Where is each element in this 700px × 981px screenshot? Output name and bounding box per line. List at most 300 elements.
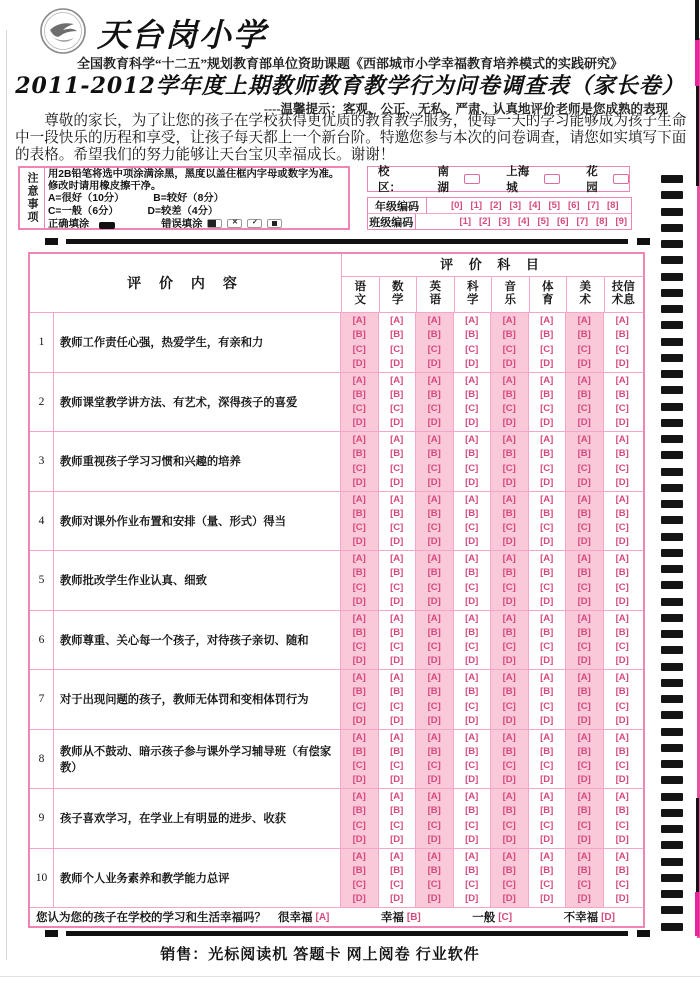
answer-bubble[interactable]: [A] (615, 791, 629, 802)
answer-bubble[interactable]: [B] (390, 448, 404, 460)
answer-bubble[interactable]: [A] (540, 434, 554, 445)
happiness-option-bubble[interactable]: [A] (315, 911, 330, 923)
answer-bubble[interactable]: [A] (427, 731, 441, 743)
answer-bubble[interactable]: [C] (540, 343, 554, 355)
answer-bubble[interactable]: [B] (615, 686, 629, 698)
answer-bubble[interactable]: [D] (465, 536, 479, 548)
answer-bubble[interactable]: [C] (390, 641, 404, 653)
answer-bubble[interactable]: [A] (390, 493, 404, 505)
answer-bubble[interactable]: [B] (465, 805, 479, 817)
answer-bubble[interactable]: [D] (390, 476, 404, 488)
answer-bubble[interactable]: [D] (427, 833, 441, 845)
answer-bubble[interactable]: [C] (427, 343, 441, 355)
answer-bubble[interactable]: [C] (390, 760, 404, 772)
answer-bubble[interactable]: [C] (615, 760, 629, 772)
answer-bubble[interactable]: [B] (427, 329, 441, 341)
answer-bubble[interactable]: [B] (540, 388, 554, 400)
answer-bubble[interactable]: [B] (390, 686, 404, 698)
answer-bubble[interactable]: [A] (615, 493, 629, 505)
answer-bubble[interactable]: [B] (390, 329, 404, 341)
answer-bubble[interactable]: [C] (427, 819, 441, 831)
answer-bubble[interactable]: [D] (540, 357, 554, 369)
answer-bubble[interactable]: [D] (390, 595, 404, 607)
answer-bubble[interactable]: [A] (427, 553, 441, 564)
answer-bubble[interactable]: [C] (352, 522, 366, 534)
answer-bubble[interactable]: [D] (427, 476, 441, 488)
answer-bubble[interactable]: [A] (540, 731, 554, 743)
answer-bubble[interactable]: [B] (540, 567, 554, 579)
answer-bubble[interactable]: [D] (502, 357, 516, 369)
answer-bubble[interactable]: [C] (502, 879, 516, 891)
answer-bubble[interactable]: [B] (352, 626, 366, 638)
answer-bubble[interactable]: [A] (465, 374, 479, 386)
answer-bubble[interactable]: [A] (352, 612, 366, 624)
answer-bubble[interactable]: [B] (540, 686, 554, 698)
code-bubble[interactable]: [9] (615, 216, 628, 227)
answer-bubble[interactable]: [B] (427, 448, 441, 460)
answer-bubble[interactable]: [C] (615, 581, 629, 593)
answer-bubble[interactable]: [B] (390, 745, 404, 757)
answer-bubble[interactable]: [B] (502, 388, 516, 400)
answer-bubble[interactable]: [D] (465, 774, 479, 786)
answer-bubble[interactable]: [B] (502, 864, 516, 876)
happiness-option-bubble[interactable]: [B] (406, 911, 421, 923)
answer-bubble[interactable]: [A] (502, 791, 516, 802)
answer-bubble[interactable]: [B] (352, 448, 366, 460)
answer-bubble[interactable]: [B] (615, 388, 629, 400)
answer-bubble[interactable]: [C] (615, 403, 629, 415)
answer-bubble[interactable]: [B] (577, 805, 591, 817)
answer-bubble[interactable]: [B] (502, 567, 516, 579)
answer-bubble[interactable]: [B] (465, 745, 479, 757)
answer-bubble[interactable]: [D] (577, 357, 591, 369)
answer-bubble[interactable]: [C] (465, 760, 479, 772)
code-bubble[interactable]: [2] (489, 200, 502, 211)
answer-bubble[interactable]: [D] (427, 893, 441, 905)
answer-bubble[interactable]: [A] (427, 374, 441, 386)
code-bubble[interactable]: [1] (459, 216, 472, 227)
answer-bubble[interactable]: [D] (465, 595, 479, 607)
answer-bubble[interactable]: [D] (352, 833, 366, 845)
code-bubble[interactable]: [8] (595, 216, 608, 227)
answer-bubble[interactable]: [D] (577, 536, 591, 548)
answer-bubble[interactable]: [A] (465, 493, 479, 505)
answer-bubble[interactable]: [C] (577, 343, 591, 355)
answer-bubble[interactable]: [B] (352, 745, 366, 757)
answer-bubble[interactable]: [C] (390, 403, 404, 415)
answer-bubble[interactable]: [A] (540, 612, 554, 624)
answer-bubble[interactable]: [D] (390, 536, 404, 548)
answer-bubble[interactable]: [B] (502, 329, 516, 341)
answer-bubble[interactable]: [B] (352, 805, 366, 817)
answer-bubble[interactable]: [B] (577, 567, 591, 579)
answer-bubble[interactable]: [D] (577, 655, 591, 667)
answer-bubble[interactable]: [B] (352, 864, 366, 876)
answer-bubble[interactable]: [A] (577, 731, 591, 743)
answer-bubble[interactable]: [C] (540, 700, 554, 712)
answer-bubble[interactable]: [A] (577, 850, 591, 862)
answer-bubble[interactable]: [D] (352, 714, 366, 726)
answer-bubble[interactable]: [A] (390, 731, 404, 743)
code-bubble[interactable]: [5] (548, 200, 561, 211)
answer-bubble[interactable]: [C] (390, 700, 404, 712)
answer-bubble[interactable]: [B] (502, 745, 516, 757)
answer-bubble[interactable]: [C] (465, 641, 479, 653)
answer-bubble[interactable]: [A] (352, 672, 366, 683)
answer-bubble[interactable]: [D] (540, 595, 554, 607)
answer-bubble[interactable]: [D] (502, 536, 516, 548)
answer-bubble[interactable]: [B] (465, 507, 479, 519)
answer-bubble[interactable]: [C] (540, 403, 554, 415)
answer-bubble[interactable]: [C] (540, 819, 554, 831)
answer-bubble[interactable]: [D] (540, 833, 554, 845)
answer-bubble[interactable]: [A] (615, 672, 629, 683)
answer-bubble[interactable]: [C] (615, 343, 629, 355)
answer-bubble[interactable]: [B] (352, 507, 366, 519)
answer-bubble[interactable]: [C] (427, 879, 441, 891)
answer-bubble[interactable]: [C] (615, 700, 629, 712)
answer-bubble[interactable]: [D] (502, 833, 516, 845)
code-bubble[interactable]: [6] (567, 200, 580, 211)
answer-bubble[interactable]: [A] (427, 434, 441, 445)
answer-bubble[interactable]: [C] (540, 462, 554, 474)
answer-bubble[interactable]: [B] (465, 864, 479, 876)
answer-bubble[interactable]: [D] (352, 476, 366, 488)
campus-bubble[interactable] (613, 174, 629, 184)
answer-bubble[interactable]: [A] (540, 493, 554, 505)
answer-bubble[interactable]: [D] (615, 714, 629, 726)
answer-bubble[interactable]: [C] (465, 462, 479, 474)
answer-bubble[interactable]: [C] (577, 641, 591, 653)
answer-bubble[interactable]: [B] (465, 388, 479, 400)
answer-bubble[interactable]: [C] (390, 819, 404, 831)
answer-bubble[interactable]: [B] (540, 507, 554, 519)
answer-bubble[interactable]: [C] (615, 641, 629, 653)
answer-bubble[interactable]: [B] (427, 507, 441, 519)
answer-bubble[interactable]: [D] (502, 893, 516, 905)
answer-bubble[interactable]: [B] (352, 388, 366, 400)
answer-bubble[interactable]: [C] (427, 403, 441, 415)
answer-bubble[interactable]: [D] (540, 476, 554, 488)
answer-bubble[interactable]: [A] (615, 731, 629, 743)
answer-bubble[interactable]: [C] (465, 581, 479, 593)
answer-bubble[interactable]: [C] (502, 641, 516, 653)
answer-bubble[interactable]: [C] (390, 343, 404, 355)
answer-bubble[interactable]: [B] (502, 507, 516, 519)
answer-bubble[interactable]: [B] (577, 626, 591, 638)
answer-bubble[interactable]: [B] (615, 507, 629, 519)
answer-bubble[interactable]: [C] (577, 700, 591, 712)
answer-bubble[interactable]: [D] (502, 417, 516, 429)
answer-bubble[interactable]: [D] (615, 476, 629, 488)
answer-bubble[interactable]: [D] (465, 476, 479, 488)
answer-bubble[interactable]: [D] (427, 714, 441, 726)
answer-bubble[interactable]: [B] (577, 864, 591, 876)
answer-bubble[interactable]: [B] (577, 329, 591, 341)
answer-bubble[interactable]: [B] (577, 686, 591, 698)
answer-bubble[interactable]: [B] (615, 448, 629, 460)
answer-bubble[interactable]: [D] (352, 655, 366, 667)
answer-bubble[interactable]: [C] (502, 343, 516, 355)
answer-bubble[interactable]: [D] (615, 833, 629, 845)
answer-bubble[interactable]: [C] (390, 522, 404, 534)
answer-bubble[interactable]: [B] (427, 567, 441, 579)
answer-bubble[interactable]: [A] (540, 791, 554, 802)
answer-bubble[interactable]: [B] (577, 745, 591, 757)
answer-bubble[interactable]: [C] (465, 879, 479, 891)
answer-bubble[interactable]: [A] (502, 374, 516, 386)
answer-bubble[interactable]: [C] (577, 522, 591, 534)
campus-bubble[interactable] (544, 174, 560, 184)
answer-bubble[interactable]: [D] (540, 536, 554, 548)
answer-bubble[interactable]: [B] (465, 448, 479, 460)
answer-bubble[interactable]: [D] (577, 595, 591, 607)
answer-bubble[interactable]: [C] (615, 522, 629, 534)
answer-bubble[interactable]: [A] (352, 434, 366, 445)
answer-bubble[interactable]: [C] (427, 581, 441, 593)
answer-bubble[interactable]: [C] (540, 581, 554, 593)
answer-bubble[interactable]: [C] (352, 403, 366, 415)
answer-bubble[interactable]: [A] (577, 434, 591, 445)
answer-bubble[interactable]: [A] (502, 553, 516, 564)
answer-bubble[interactable]: [A] (427, 672, 441, 683)
answer-bubble[interactable]: [A] (540, 850, 554, 862)
answer-bubble[interactable]: [B] (427, 388, 441, 400)
answer-bubble[interactable]: [C] (427, 522, 441, 534)
answer-bubble[interactable]: [C] (465, 819, 479, 831)
answer-bubble[interactable]: [B] (615, 805, 629, 817)
answer-bubble[interactable]: [A] (427, 493, 441, 505)
answer-bubble[interactable]: [C] (352, 879, 366, 891)
answer-bubble[interactable]: [B] (465, 567, 479, 579)
answer-bubble[interactable]: [A] (465, 731, 479, 743)
happiness-option-bubble[interactable]: [D] (601, 911, 615, 923)
answer-bubble[interactable]: [A] (502, 612, 516, 624)
answer-bubble[interactable]: [A] (615, 612, 629, 624)
answer-bubble[interactable]: [D] (352, 595, 366, 607)
answer-bubble[interactable]: [B] (427, 745, 441, 757)
code-bubble[interactable]: [4] (528, 200, 541, 211)
answer-bubble[interactable]: [A] (502, 672, 516, 683)
answer-bubble[interactable]: [D] (577, 476, 591, 488)
answer-bubble[interactable]: [A] (352, 553, 366, 564)
answer-bubble[interactable]: [A] (352, 791, 366, 802)
answer-bubble[interactable]: [A] (390, 553, 404, 564)
answer-bubble[interactable]: [B] (390, 805, 404, 817)
answer-bubble[interactable]: [C] (465, 343, 479, 355)
answer-bubble[interactable]: [D] (577, 833, 591, 845)
answer-bubble[interactable]: [D] (465, 714, 479, 726)
answer-bubble[interactable]: [D] (577, 714, 591, 726)
answer-bubble[interactable]: [C] (427, 760, 441, 772)
code-bubble[interactable]: [3] (509, 200, 522, 211)
answer-bubble[interactable]: [D] (615, 595, 629, 607)
answer-bubble[interactable]: [B] (540, 626, 554, 638)
answer-bubble[interactable]: [C] (502, 462, 516, 474)
answer-bubble[interactable]: [B] (465, 329, 479, 341)
answer-bubble[interactable]: [A] (427, 315, 441, 326)
answer-bubble[interactable]: [A] (615, 434, 629, 445)
answer-bubble[interactable]: [B] (390, 864, 404, 876)
answer-bubble[interactable]: [D] (465, 417, 479, 429)
answer-bubble[interactable]: [D] (465, 357, 479, 369)
answer-bubble[interactable]: [D] (427, 655, 441, 667)
code-bubble[interactable]: [2] (478, 216, 491, 227)
answer-bubble[interactable]: [D] (352, 417, 366, 429)
answer-bubble[interactable]: [C] (390, 462, 404, 474)
answer-bubble[interactable]: [D] (352, 774, 366, 786)
answer-bubble[interactable]: [B] (615, 626, 629, 638)
answer-bubble[interactable]: [D] (427, 536, 441, 548)
answer-bubble[interactable]: [A] (427, 612, 441, 624)
answer-bubble[interactable]: [C] (352, 641, 366, 653)
answer-bubble[interactable]: [B] (615, 864, 629, 876)
answer-bubble[interactable]: [C] (352, 462, 366, 474)
answer-bubble[interactable]: [A] (615, 553, 629, 564)
code-bubble[interactable]: [5] (537, 216, 550, 227)
answer-bubble[interactable]: [D] (502, 655, 516, 667)
answer-bubble[interactable]: [D] (390, 833, 404, 845)
answer-bubble[interactable]: [A] (577, 315, 591, 326)
code-bubble[interactable]: [7] (576, 216, 589, 227)
answer-bubble[interactable]: [D] (390, 357, 404, 369)
answer-bubble[interactable]: [A] (540, 315, 554, 326)
answer-bubble[interactable]: [D] (577, 417, 591, 429)
answer-bubble[interactable]: [D] (427, 417, 441, 429)
code-bubble[interactable]: [3] (498, 216, 511, 227)
answer-bubble[interactable]: [A] (427, 850, 441, 862)
happiness-option-bubble[interactable]: [C] (498, 911, 513, 923)
answer-bubble[interactable]: [A] (577, 553, 591, 564)
answer-bubble[interactable]: [A] (540, 672, 554, 683)
answer-bubble[interactable]: [C] (502, 522, 516, 534)
answer-bubble[interactable]: [C] (427, 462, 441, 474)
answer-bubble[interactable]: [A] (502, 434, 516, 445)
answer-bubble[interactable]: [C] (577, 879, 591, 891)
answer-bubble[interactable]: [A] (465, 791, 479, 802)
answer-bubble[interactable]: [C] (352, 343, 366, 355)
answer-bubble[interactable]: [D] (615, 774, 629, 786)
answer-bubble[interactable]: [C] (502, 760, 516, 772)
answer-bubble[interactable]: [C] (577, 403, 591, 415)
code-bubble[interactable]: [0] (450, 200, 463, 211)
answer-bubble[interactable]: [C] (390, 581, 404, 593)
answer-bubble[interactable]: [C] (427, 700, 441, 712)
answer-bubble[interactable]: [D] (615, 893, 629, 905)
answer-bubble[interactable]: [C] (352, 700, 366, 712)
answer-bubble[interactable]: [A] (352, 493, 366, 505)
answer-bubble[interactable]: [D] (502, 476, 516, 488)
answer-bubble[interactable]: [C] (540, 760, 554, 772)
answer-bubble[interactable]: [D] (465, 655, 479, 667)
answer-bubble[interactable]: [A] (427, 791, 441, 802)
answer-bubble[interactable]: [D] (502, 774, 516, 786)
answer-bubble[interactable]: [A] (540, 553, 554, 564)
answer-bubble[interactable]: [A] (615, 850, 629, 862)
answer-bubble[interactable]: [B] (540, 329, 554, 341)
answer-bubble[interactable]: [C] (577, 581, 591, 593)
answer-bubble[interactable]: [B] (540, 745, 554, 757)
answer-bubble[interactable]: [A] (577, 612, 591, 624)
code-bubble[interactable]: [6] (556, 216, 569, 227)
answer-bubble[interactable]: [A] (577, 672, 591, 683)
answer-bubble[interactable]: [B] (615, 567, 629, 579)
answer-bubble[interactable]: [C] (427, 641, 441, 653)
answer-bubble[interactable]: [D] (502, 595, 516, 607)
answer-bubble[interactable]: [C] (540, 641, 554, 653)
answer-bubble[interactable]: [A] (390, 315, 404, 326)
answer-bubble[interactable]: [A] (465, 672, 479, 683)
answer-bubble[interactable]: [B] (427, 626, 441, 638)
answer-bubble[interactable]: [A] (390, 434, 404, 445)
answer-bubble[interactable]: [C] (540, 879, 554, 891)
answer-bubble[interactable]: [D] (540, 893, 554, 905)
answer-bubble[interactable]: [C] (502, 403, 516, 415)
answer-bubble[interactable]: [D] (352, 357, 366, 369)
answer-bubble[interactable]: [A] (390, 791, 404, 802)
answer-bubble[interactable]: [C] (390, 879, 404, 891)
answer-bubble[interactable]: [A] (390, 672, 404, 683)
answer-bubble[interactable]: [A] (352, 315, 366, 326)
answer-bubble[interactable]: [C] (352, 760, 366, 772)
code-bubble[interactable]: [1] (470, 200, 483, 211)
answer-bubble[interactable]: [A] (465, 850, 479, 862)
answer-bubble[interactable]: [B] (427, 805, 441, 817)
answer-bubble[interactable]: [A] (502, 731, 516, 743)
code-bubble[interactable]: [4] (517, 216, 530, 227)
answer-bubble[interactable]: [A] (502, 315, 516, 326)
answer-bubble[interactable]: [A] (577, 374, 591, 386)
answer-bubble[interactable]: [B] (465, 686, 479, 698)
answer-bubble[interactable]: [B] (390, 567, 404, 579)
answer-bubble[interactable]: [D] (540, 655, 554, 667)
answer-bubble[interactable]: [C] (502, 700, 516, 712)
answer-bubble[interactable]: [A] (465, 612, 479, 624)
answer-bubble[interactable]: [B] (502, 686, 516, 698)
answer-bubble[interactable]: [A] (502, 850, 516, 862)
answer-bubble[interactable]: [B] (540, 864, 554, 876)
answer-bubble[interactable]: [B] (502, 626, 516, 638)
answer-bubble[interactable]: [D] (427, 595, 441, 607)
answer-bubble[interactable]: [D] (352, 893, 366, 905)
answer-bubble[interactable]: [D] (427, 357, 441, 369)
answer-bubble[interactable]: [A] (615, 315, 629, 326)
answer-bubble[interactable]: [B] (502, 448, 516, 460)
answer-bubble[interactable]: [D] (540, 714, 554, 726)
answer-bubble[interactable]: [B] (577, 507, 591, 519)
answer-bubble[interactable]: [B] (390, 626, 404, 638)
answer-bubble[interactable]: [C] (577, 819, 591, 831)
answer-bubble[interactable]: [D] (540, 774, 554, 786)
answer-bubble[interactable]: [C] (577, 760, 591, 772)
answer-bubble[interactable]: [B] (352, 686, 366, 698)
answer-bubble[interactable]: [C] (577, 462, 591, 474)
answer-bubble[interactable]: [C] (502, 819, 516, 831)
answer-bubble[interactable]: [D] (615, 655, 629, 667)
answer-bubble[interactable]: [C] (465, 403, 479, 415)
answer-bubble[interactable]: [D] (390, 774, 404, 786)
answer-bubble[interactable]: [D] (615, 357, 629, 369)
answer-bubble[interactable]: [C] (465, 700, 479, 712)
answer-bubble[interactable]: [A] (390, 612, 404, 624)
answer-bubble[interactable]: [B] (540, 805, 554, 817)
answer-bubble[interactable]: [A] (352, 374, 366, 386)
answer-bubble[interactable]: [D] (390, 417, 404, 429)
answer-bubble[interactable]: [D] (390, 893, 404, 905)
answer-bubble[interactable]: [A] (465, 434, 479, 445)
answer-bubble[interactable]: [B] (502, 805, 516, 817)
answer-bubble[interactable]: [A] (502, 493, 516, 505)
